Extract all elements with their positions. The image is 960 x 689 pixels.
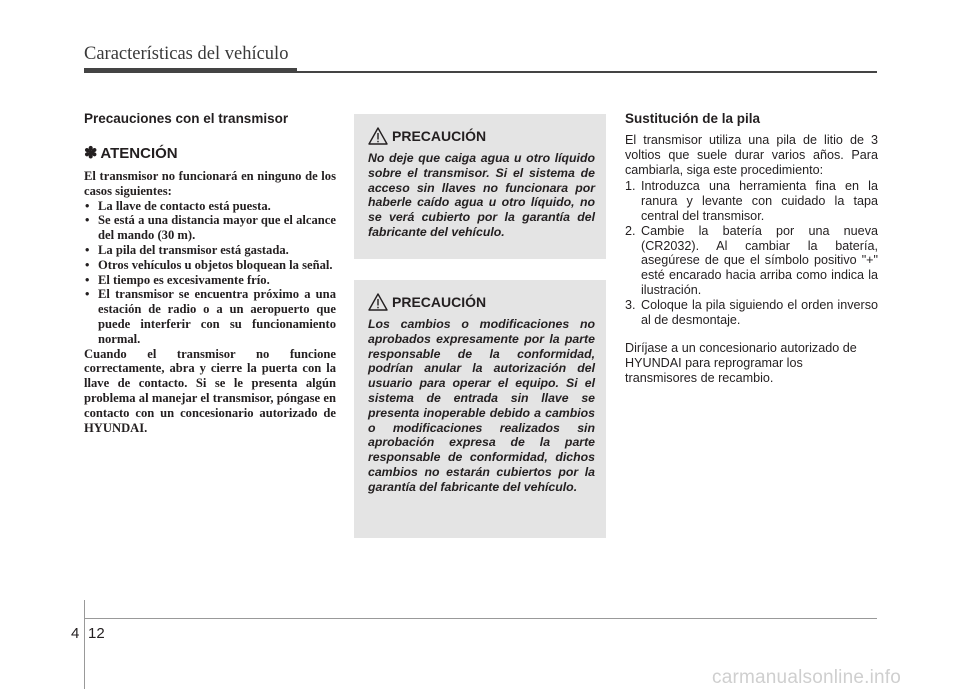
bullet-item: • Se está a una distancia mayor que el alcance del mando (30 m). — [84, 213, 336, 243]
bullet-item: • El transmisor se encuentra próximo a una estación de radio o a un aeropuerto que puede interferir con su funcionamiento normal. — [84, 287, 336, 346]
bullet-item: • La llave de contacto está puesta. — [84, 199, 336, 214]
bullet-item: • La pila del transmisor está gastada. — [84, 243, 336, 258]
battery-intro: El transmisor utiliza una pila de litio de 3 voltios que suele durar varios años. Para cambiarla, siga este procedimiento: — [625, 133, 878, 177]
attention-bullet-list — [84, 199, 336, 347]
attention-body: Cuando el transmisor no funcione correctamente, abra y cierre la puerta con la llave de contacto. Si se le presenta algún problema al manejar el transmisor, póngase en contacto con un concesionario autorizado de HYUNDAI. — [84, 346, 336, 435]
step-text: Cambie la batería por una nueva (CR2032). Al cambiar la batería, asegúrese de que el símbolo positivo "+" esté encarado hacia arriba como indica la ilustración. — [641, 223, 878, 297]
battery-steps-list — [625, 179, 878, 327]
attention-intro: El transmisor no funcionará en ninguno de los casos siguientes: — [84, 169, 336, 198]
step-item — [625, 224, 878, 298]
step-text: Coloque la pila siguiendo el orden inverso al de desmontaje. — [641, 297, 878, 327]
warning-triangle-icon — [368, 127, 388, 145]
section-title-battery-replacement: Sustitución de la pila — [625, 111, 761, 126]
page-header-title: Características del vehículo — [84, 44, 289, 64]
attention-star-icon: ✽ — [84, 145, 98, 162]
warning-triangle-icon — [368, 293, 388, 311]
section-title-transmitter-precautions: Precauciones con el transmisor — [84, 111, 289, 126]
left-column — [84, 110, 336, 435]
battery-outro: Diríjase a un concesionario autorizado de HYUNDAI para reprogramar los transmisores de recambio. — [625, 341, 857, 385]
step-item — [625, 179, 878, 223]
caution-box-water — [354, 114, 606, 259]
bullet-item: • El tiempo es excesivamente frío. — [84, 273, 336, 288]
right-column — [625, 110, 878, 386]
attention-heading — [84, 143, 336, 163]
caution-header — [368, 126, 595, 146]
step-item — [625, 298, 878, 328]
step-text: Introduzca una herramienta fina en la ranura y levante con cuidado la tapa central del transmisor. — [641, 179, 878, 223]
caution-header — [368, 292, 595, 312]
watermark-text: carmanualsonline.info — [712, 667, 902, 688]
bullet-item: • Otros vehículos u objetos bloquean la señal. — [84, 258, 336, 273]
step-number: 3. — [625, 297, 636, 312]
caution-title: PRECAUCIÓN — [392, 128, 487, 144]
footer-rule — [84, 618, 877, 619]
attention-title: ATENCIÓN — [100, 144, 178, 162]
caution-box-modifications — [354, 280, 606, 538]
header-rule — [84, 71, 877, 73]
chapter-number: 4 — [71, 625, 80, 642]
caution-text: No deje que caiga agua u otro líquido sobre el transmisor. Si el sistema de acceso sin llaves no funcionara por haberle caído agua u otro líquido, no se verá cubierto por la garantía del fabricante del vehículo. — [368, 151, 595, 239]
caution-text: Los cambios o modificaciones no aprobados expresamente por la parte responsable de la conformidad, podrían anular la autorización del usuario para operar el equipo. Si el sistema de entrada sin llave se presenta inoperable debido a cambios o modificaciones realizados sin aprobación expresa de la parte responsable de conformidad, dichos cambios no estarán cubiertos por la garantía del fabricante del vehículo. — [368, 317, 595, 494]
step-number: 2. — [625, 223, 636, 238]
page-number: 12 — [88, 625, 105, 642]
footer-vertical-rule — [84, 600, 85, 689]
caution-title: PRECAUCIÓN — [392, 294, 487, 310]
step-number: 1. — [625, 179, 636, 194]
